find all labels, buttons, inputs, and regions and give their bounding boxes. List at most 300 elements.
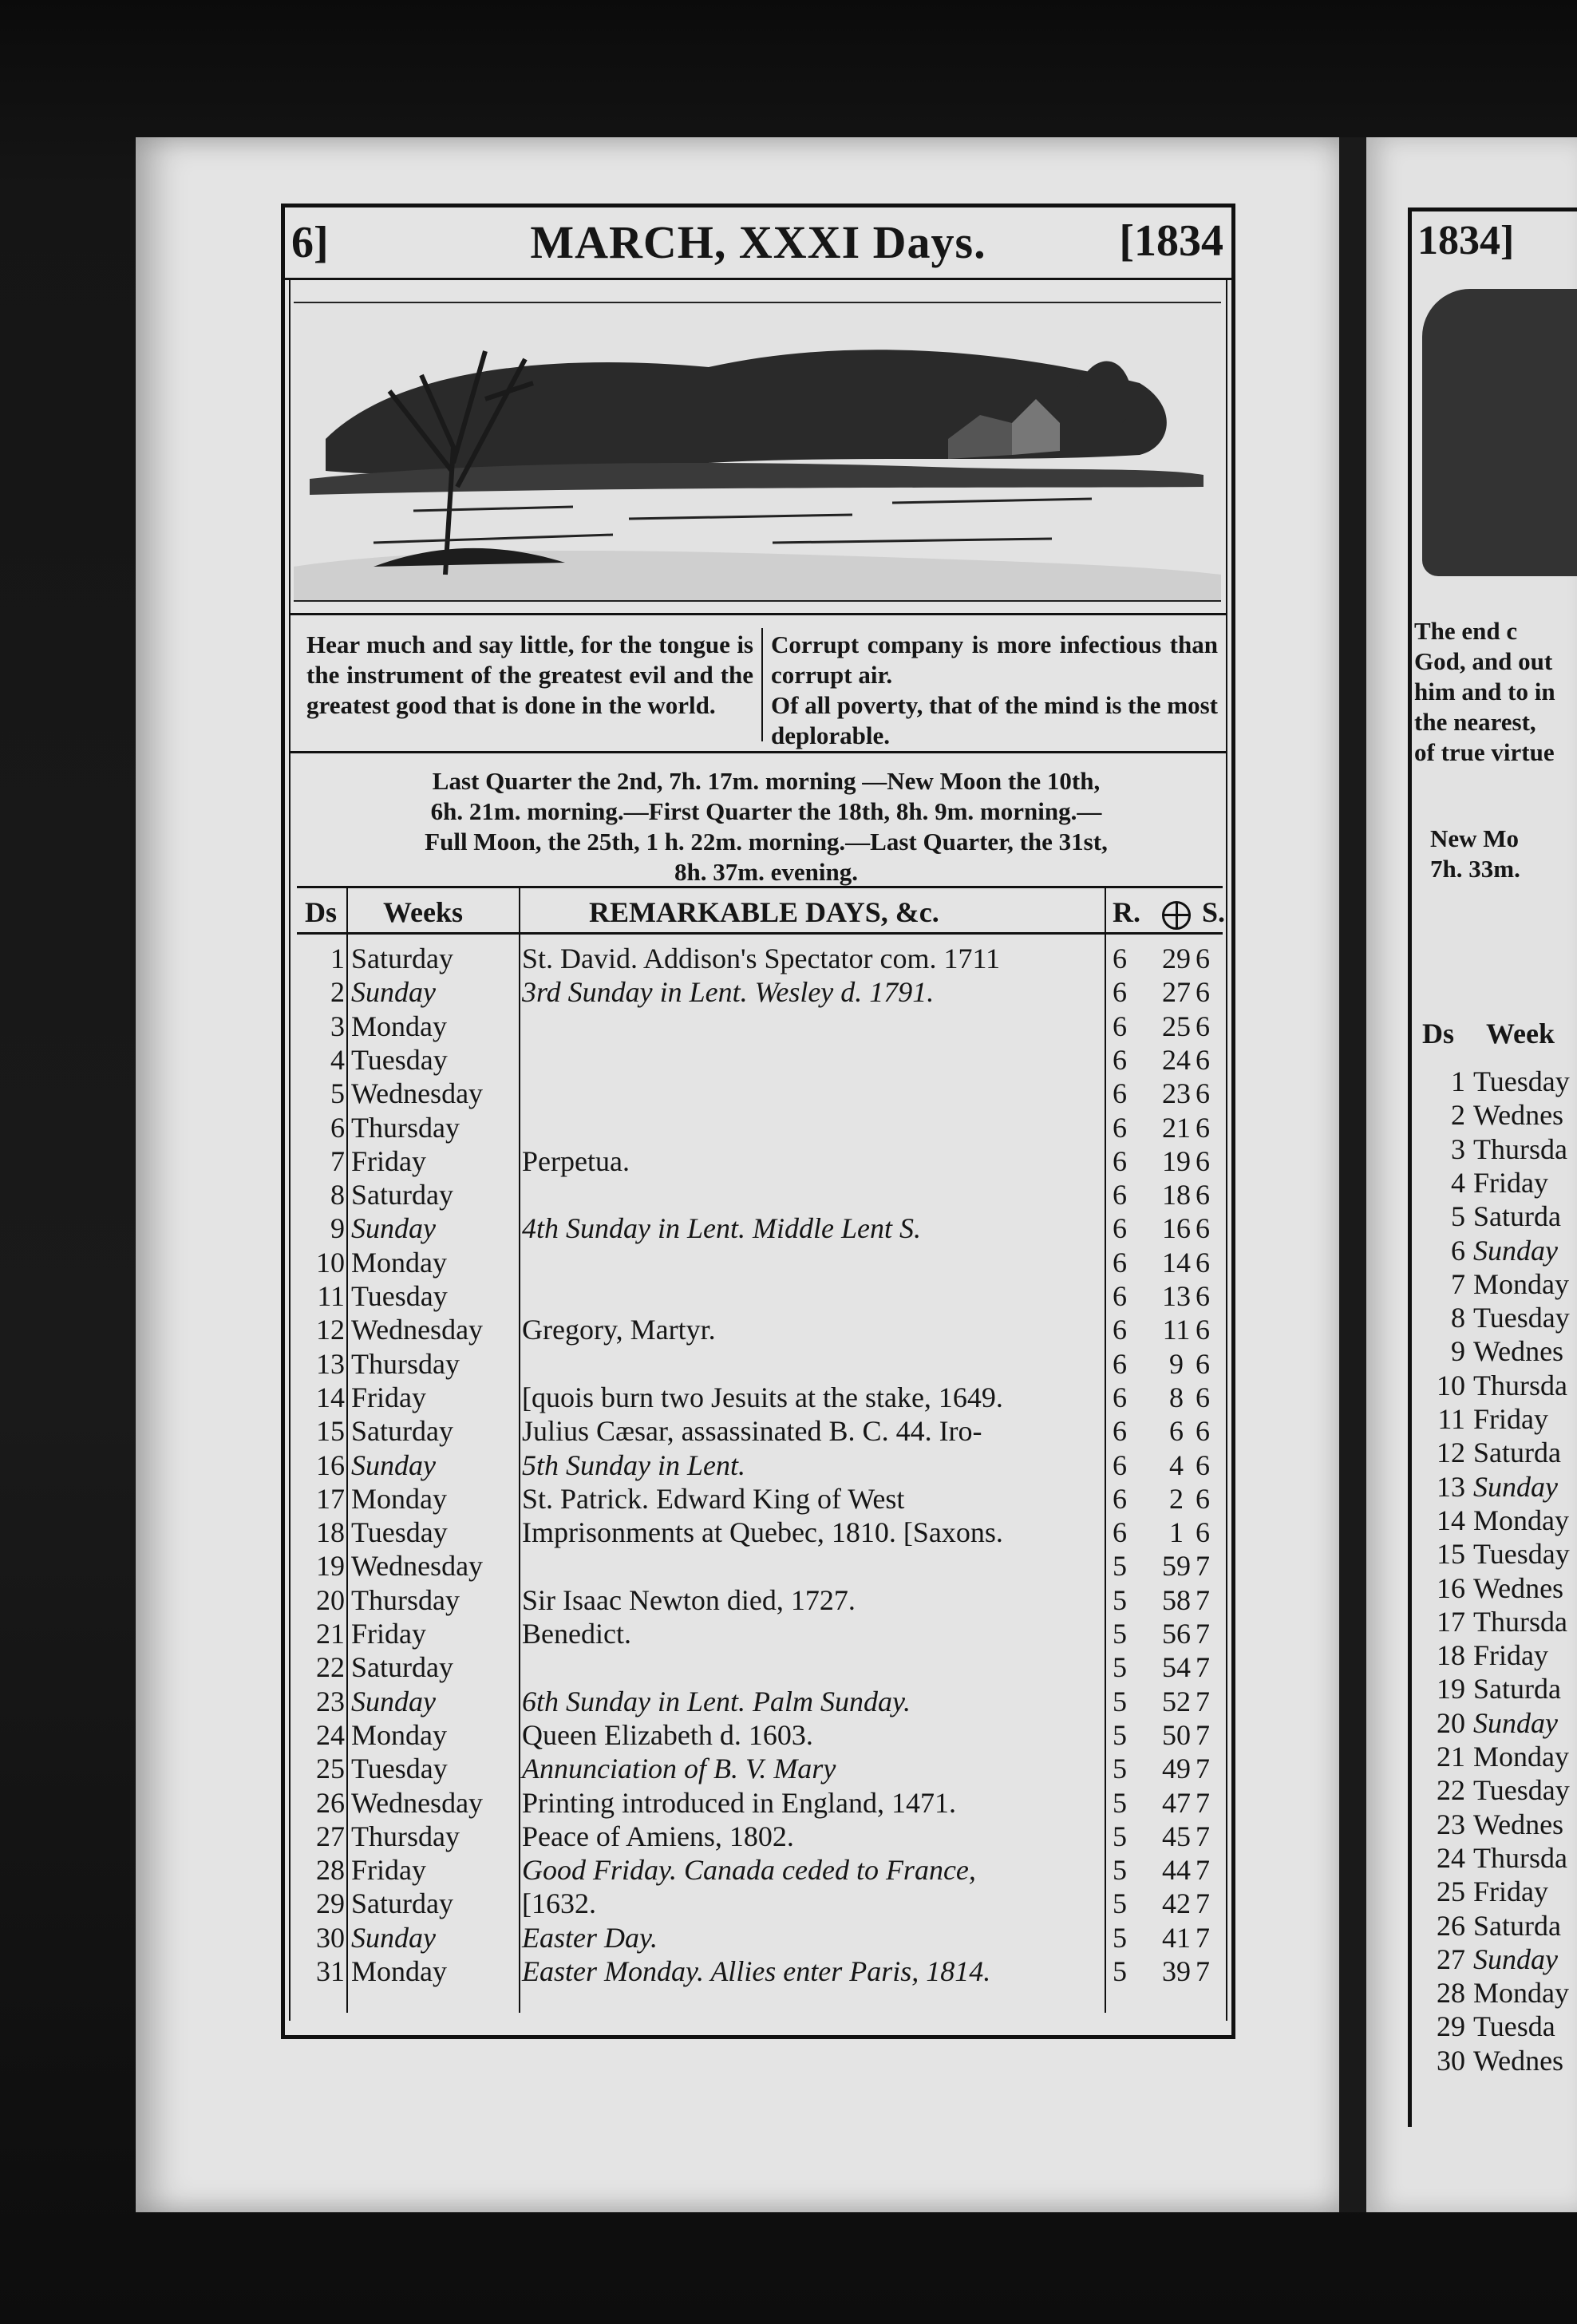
sun-rise-hour: 5 bbox=[1113, 1651, 1127, 1684]
next-page-maxim-line: God, and out bbox=[1414, 647, 1553, 675]
day-number: 29 bbox=[316, 1887, 345, 1920]
sun-set-hour: 7 bbox=[1196, 1685, 1210, 1717]
next-page-day-number: 2 bbox=[1451, 1099, 1465, 1132]
next-page-day-number: 18 bbox=[1437, 1639, 1465, 1672]
remarkable-day: Annunciation of B. V. Mary bbox=[522, 1753, 836, 1785]
remarkable-day: Julius Cæsar, assassinated B. C. 44. Iro- bbox=[522, 1415, 982, 1448]
next-page-moon-phases bbox=[1430, 824, 1520, 884]
sun-set-hour: 6 bbox=[1196, 976, 1210, 1009]
day-number: 26 bbox=[316, 1786, 345, 1819]
next-page-fragment bbox=[1366, 137, 1577, 2212]
sun-header bbox=[1162, 895, 1191, 930]
sun-minutes: 4 bbox=[1169, 1449, 1184, 1481]
sun-rise-hour: 5 bbox=[1113, 1753, 1127, 1785]
sun-rise-hour: 5 bbox=[1113, 1550, 1127, 1583]
next-page-row bbox=[1416, 1267, 1569, 1301]
day-number: 21 bbox=[316, 1618, 345, 1650]
sun-rise-hour: 5 bbox=[1113, 1955, 1127, 1987]
next-page-weekday: Thursda bbox=[1473, 1841, 1567, 1874]
remarkable-day: Queen Elizabeth d. 1603. bbox=[522, 1718, 813, 1751]
weekday: Thursday bbox=[351, 1583, 460, 1616]
weekday: Saturday bbox=[351, 1415, 453, 1448]
table-row bbox=[297, 1279, 1223, 1313]
table-row bbox=[297, 1077, 1223, 1110]
next-page-day-number: 25 bbox=[1437, 1875, 1465, 1908]
next-page-weekday: Wednes bbox=[1473, 1099, 1564, 1132]
weekday: Saturday bbox=[351, 1651, 453, 1684]
sun-minutes: 27 bbox=[1162, 976, 1191, 1009]
weekday: Tuesday bbox=[351, 1753, 448, 1785]
table-row bbox=[297, 1449, 1223, 1482]
moon-phases bbox=[319, 766, 1213, 886]
next-page-moon-line: 7h. 33m. bbox=[1430, 855, 1520, 883]
next-page-row bbox=[1416, 1334, 1563, 1368]
next-page-weekday: Saturda bbox=[1473, 1909, 1561, 1942]
sun-minutes: 44 bbox=[1162, 1854, 1191, 1887]
day-number: 14 bbox=[316, 1381, 345, 1413]
day-number: 2 bbox=[330, 976, 345, 1009]
table-row bbox=[297, 1921, 1223, 1954]
next-page-day-number: 6 bbox=[1451, 1234, 1465, 1267]
day-number: 19 bbox=[316, 1550, 345, 1583]
next-page-row bbox=[1416, 1369, 1567, 1402]
table-row bbox=[297, 1313, 1223, 1346]
table-row bbox=[297, 1516, 1223, 1549]
day-number: 27 bbox=[316, 1820, 345, 1852]
sun-rise-hour: 6 bbox=[1113, 1111, 1127, 1144]
next-page-day-number: 1 bbox=[1451, 1065, 1465, 1097]
next-page-row bbox=[1416, 1234, 1558, 1267]
next-page-weekday: Saturda bbox=[1473, 1673, 1561, 1705]
page-title: MARCH, XXXI Days. bbox=[530, 216, 986, 268]
moon-phase-line: 8h. 37m. evening. bbox=[674, 858, 858, 886]
next-page-weekday: Saturda bbox=[1473, 1437, 1561, 1469]
remarkable-days-header: REMARKABLE DAYS, &c. bbox=[589, 896, 939, 928]
next-page-row bbox=[1416, 1740, 1569, 1773]
next-page-day-number: 17 bbox=[1437, 1605, 1465, 1638]
sun-minutes: 18 bbox=[1162, 1179, 1191, 1211]
next-page-day-number: 30 bbox=[1437, 2044, 1465, 2077]
table-row bbox=[297, 1685, 1223, 1718]
sun-minutes: 16 bbox=[1162, 1212, 1191, 1245]
sun-rise-hour: 6 bbox=[1113, 976, 1127, 1009]
table-row bbox=[297, 1954, 1223, 1988]
weekday: Thursday bbox=[351, 1111, 460, 1144]
sun-minutes: 47 bbox=[1162, 1786, 1191, 1819]
day-number: 24 bbox=[316, 1718, 345, 1751]
sun-set-hour: 6 bbox=[1196, 1010, 1210, 1042]
sun-minutes: 21 bbox=[1162, 1111, 1191, 1144]
day-number: 13 bbox=[316, 1347, 345, 1380]
next-page-row bbox=[1416, 1301, 1570, 1334]
next-page-row bbox=[1416, 1808, 1563, 1841]
sun-set-hour: 6 bbox=[1196, 943, 1210, 974]
sun-set-hour: 7 bbox=[1196, 1618, 1210, 1650]
sun-symbol-icon bbox=[1162, 901, 1191, 930]
sun-minutes: 13 bbox=[1162, 1280, 1191, 1312]
sun-rise-hour: 6 bbox=[1113, 1347, 1127, 1380]
day-number: 23 bbox=[316, 1685, 345, 1717]
sun-minutes: 50 bbox=[1162, 1718, 1191, 1751]
next-page-maxim-line: the nearest, bbox=[1414, 708, 1536, 736]
sun-set-hour: 7 bbox=[1196, 1651, 1210, 1684]
next-page-row bbox=[1416, 1402, 1548, 1436]
next-page-row bbox=[1416, 1098, 1563, 1132]
next-page-maxim bbox=[1414, 616, 1555, 768]
next-page-weekday: Monday bbox=[1473, 1504, 1569, 1536]
remarkable-day: 4th Sunday in Lent. Middle Lent S. bbox=[522, 1212, 921, 1245]
moon-phase-line: Full Moon, the 25th, 1 h. 22m. morning.—Last Quarter, the 31st, bbox=[425, 828, 1108, 856]
table-row bbox=[297, 1650, 1223, 1684]
table-row bbox=[297, 1583, 1223, 1617]
weekday: Monday bbox=[351, 1718, 447, 1751]
next-page-weekday: Friday bbox=[1473, 1639, 1548, 1672]
weekday: Monday bbox=[351, 1010, 447, 1042]
set-header: S. bbox=[1202, 896, 1226, 928]
remarkable-day: Sir Isaac Newton died, 1727. bbox=[522, 1583, 856, 1616]
next-page-maxim-line: him and to in bbox=[1414, 678, 1555, 706]
sun-rise-hour: 6 bbox=[1113, 1179, 1127, 1211]
sun-minutes: 9 bbox=[1169, 1347, 1184, 1380]
day-number: 25 bbox=[316, 1753, 345, 1785]
remarkable-day: Good Friday. Canada ceded to France, bbox=[522, 1854, 976, 1887]
next-page-row bbox=[1416, 2010, 1555, 2043]
next-page-weekday: Monday bbox=[1473, 1741, 1569, 1773]
weekday: Wednesday bbox=[351, 1077, 484, 1110]
sun-set-hour: 7 bbox=[1196, 1583, 1210, 1616]
weekday: Friday bbox=[351, 1144, 426, 1177]
sun-set-hour: 7 bbox=[1196, 1786, 1210, 1819]
sun-rise-hour: 6 bbox=[1113, 1212, 1127, 1245]
table-row bbox=[297, 1549, 1223, 1583]
sun-rise-hour: 6 bbox=[1113, 1482, 1127, 1515]
sun-rise-hour: 5 bbox=[1113, 1685, 1127, 1717]
table-row bbox=[297, 1617, 1223, 1650]
day-number: 5 bbox=[330, 1077, 345, 1110]
remarkable-day: [quois burn two Jesuits at the stake, 1649. bbox=[522, 1381, 1003, 1413]
next-page-weekday: Monday bbox=[1473, 1977, 1569, 2010]
next-page-row bbox=[1416, 1875, 1548, 1908]
day-number: 16 bbox=[316, 1449, 345, 1481]
days-header: Ds bbox=[305, 896, 338, 928]
next-page-row bbox=[1416, 1132, 1567, 1166]
sun-rise-hour: 5 bbox=[1113, 1718, 1127, 1751]
sun-rise-hour: 6 bbox=[1113, 1246, 1127, 1279]
sun-set-hour: 7 bbox=[1196, 1955, 1210, 1987]
next-page-day-number: 27 bbox=[1437, 1943, 1465, 1975]
sun-set-hour: 6 bbox=[1196, 1280, 1210, 1312]
remarkable-day: Benedict. bbox=[522, 1618, 631, 1650]
next-page-day-number: 20 bbox=[1437, 1706, 1465, 1739]
next-page-weekday: Sunday bbox=[1473, 1706, 1558, 1739]
next-page-year: 1834] bbox=[1417, 218, 1515, 263]
next-page-day-number: 10 bbox=[1437, 1369, 1465, 1401]
day-number: 18 bbox=[316, 1516, 345, 1549]
sun-set-hour: 6 bbox=[1196, 1449, 1210, 1481]
weekday: Friday bbox=[351, 1854, 426, 1887]
next-page-day-number: 22 bbox=[1437, 1774, 1465, 1807]
next-page-row bbox=[1416, 1909, 1561, 1943]
sun-minutes: 56 bbox=[1162, 1618, 1191, 1650]
next-page-day-number: 16 bbox=[1437, 1571, 1465, 1604]
next-page-weekday: Tuesday bbox=[1473, 1065, 1570, 1097]
sun-set-hour: 7 bbox=[1196, 1820, 1210, 1852]
sun-rise-hour: 6 bbox=[1113, 1415, 1127, 1448]
table-row bbox=[297, 1887, 1223, 1920]
next-page-row bbox=[1416, 1571, 1563, 1605]
remarkable-day: Imprisonments at Quebec, 1810. [Saxons. bbox=[522, 1516, 1003, 1549]
next-page-row bbox=[1416, 1976, 1569, 2010]
day-number: 3 bbox=[330, 1010, 345, 1042]
next-page-weekday: Tuesday bbox=[1473, 1774, 1570, 1807]
next-page-day-number: 29 bbox=[1437, 2010, 1465, 2043]
table-row bbox=[297, 1786, 1223, 1820]
day-number: 28 bbox=[316, 1854, 345, 1887]
sun-rise-hour: 6 bbox=[1113, 1280, 1127, 1312]
day-number: 8 bbox=[330, 1179, 345, 1211]
remarkable-day: [1632. bbox=[522, 1887, 596, 1920]
weekday: Tuesday bbox=[351, 1516, 448, 1549]
sun-minutes: 42 bbox=[1162, 1887, 1191, 1920]
next-page-row bbox=[1416, 2044, 1563, 2077]
sun-rise-hour: 6 bbox=[1113, 1144, 1127, 1177]
sun-minutes: 54 bbox=[1162, 1651, 1191, 1684]
next-page-weekday: Wednes bbox=[1473, 1808, 1564, 1840]
weekday: Monday bbox=[351, 1246, 447, 1279]
sun-rise-hour: 6 bbox=[1113, 943, 1127, 974]
next-page-day-number: 15 bbox=[1437, 1538, 1465, 1571]
sun-rise-hour: 5 bbox=[1113, 1618, 1127, 1650]
maxim-right bbox=[771, 630, 1218, 751]
maxim-left: Hear much and say little, for the tongue is the instrument of the greatest evil and the greatest good that is done in the world. bbox=[306, 630, 753, 719]
weekday: Saturday bbox=[351, 1179, 453, 1211]
sun-rise-hour: 6 bbox=[1113, 1010, 1127, 1042]
next-page-row bbox=[1416, 1706, 1558, 1740]
remarkable-day: St. David. Addison's Spectator com. 1711 bbox=[522, 943, 1001, 974]
sun-set-hour: 6 bbox=[1196, 1415, 1210, 1448]
sun-set-hour: 7 bbox=[1196, 1887, 1210, 1920]
sun-rise-hour: 6 bbox=[1113, 1077, 1127, 1110]
next-page-maxim-line: The end c bbox=[1414, 617, 1518, 645]
next-page-day-number: 8 bbox=[1451, 1302, 1465, 1334]
next-page-weekday: Sunday bbox=[1473, 1470, 1558, 1503]
sun-rise-hour: 6 bbox=[1113, 1516, 1127, 1549]
table-row bbox=[297, 942, 1223, 975]
page-number: 6] bbox=[291, 218, 329, 267]
weekday: Tuesday bbox=[351, 1043, 448, 1076]
table-row bbox=[297, 1246, 1223, 1279]
table-row bbox=[297, 1111, 1223, 1144]
sun-set-hour: 7 bbox=[1196, 1550, 1210, 1583]
sun-rise-hour: 6 bbox=[1113, 1314, 1127, 1346]
sun-set-hour: 6 bbox=[1196, 1246, 1210, 1279]
sun-set-hour: 6 bbox=[1196, 1381, 1210, 1413]
sun-set-hour: 6 bbox=[1196, 1179, 1210, 1211]
sun-minutes: 19 bbox=[1162, 1144, 1191, 1177]
next-page-weekday: Wednes bbox=[1473, 1571, 1564, 1604]
table-row bbox=[297, 1752, 1223, 1785]
day-number: 6 bbox=[330, 1111, 345, 1144]
remarkable-day: Printing introduced in England, 1471. bbox=[522, 1786, 956, 1819]
rise-header: R. bbox=[1113, 896, 1140, 928]
sun-set-hour: 6 bbox=[1196, 1043, 1210, 1076]
next-page-row bbox=[1416, 1638, 1548, 1672]
day-number: 4 bbox=[330, 1043, 345, 1076]
sun-set-hour: 6 bbox=[1196, 1482, 1210, 1515]
day-number: 30 bbox=[316, 1921, 345, 1954]
sun-set-hour: 6 bbox=[1196, 1516, 1210, 1549]
weekday: Sunday bbox=[351, 1685, 436, 1717]
next-page-days-header: Ds bbox=[1422, 1018, 1455, 1049]
weekday: Sunday bbox=[351, 1212, 436, 1245]
table-row bbox=[297, 1043, 1223, 1077]
day-number: 22 bbox=[316, 1651, 345, 1684]
table-row bbox=[297, 1010, 1223, 1043]
page-header bbox=[285, 209, 1231, 280]
sun-minutes: 6 bbox=[1169, 1415, 1184, 1448]
weekday: Sunday bbox=[351, 976, 436, 1009]
sun-set-hour: 7 bbox=[1196, 1718, 1210, 1751]
weekday: Wednesday bbox=[351, 1314, 484, 1346]
sun-minutes: 45 bbox=[1162, 1820, 1191, 1852]
table-row bbox=[297, 1820, 1223, 1853]
remarkable-day: 5th Sunday in Lent. bbox=[522, 1449, 745, 1481]
next-page-engraving bbox=[1422, 289, 1577, 576]
weekday: Sunday bbox=[351, 1921, 436, 1954]
next-page-day-number: 28 bbox=[1437, 1977, 1465, 2010]
day-number: 9 bbox=[330, 1212, 345, 1245]
next-page-maxim-line: of true virtue bbox=[1414, 738, 1555, 766]
next-page-day-number: 9 bbox=[1451, 1335, 1465, 1368]
sun-set-hour: 6 bbox=[1196, 1111, 1210, 1144]
winter-landscape-engraving bbox=[294, 302, 1221, 602]
next-page-weekday: Thursda bbox=[1473, 1132, 1567, 1165]
maxim-divider bbox=[761, 628, 763, 741]
maxim-right-1: Corrupt company is more infectious than corrupt air. bbox=[771, 630, 1218, 689]
weekday: Friday bbox=[351, 1381, 426, 1413]
weekday: Wednesday bbox=[351, 1550, 484, 1583]
remarkable-day: Easter Monday. Allies enter Paris, 1814. bbox=[522, 1955, 991, 1987]
sun-minutes: 1 bbox=[1169, 1516, 1184, 1549]
next-page-day-number: 23 bbox=[1437, 1808, 1465, 1840]
sun-rise-hour: 5 bbox=[1113, 1921, 1127, 1954]
sun-minutes: 8 bbox=[1169, 1381, 1184, 1413]
next-page-row bbox=[1416, 1605, 1567, 1638]
sun-minutes: 49 bbox=[1162, 1753, 1191, 1785]
next-page-day-number: 21 bbox=[1437, 1741, 1465, 1773]
sun-rise-hour: 5 bbox=[1113, 1854, 1127, 1887]
next-page-day-number: 13 bbox=[1437, 1470, 1465, 1503]
weekday: Thursday bbox=[351, 1820, 460, 1852]
next-page-row bbox=[1416, 1537, 1570, 1571]
table-row bbox=[297, 1414, 1223, 1448]
weekday: Saturday bbox=[351, 943, 453, 974]
maxim-right-2: Of all poverty, that of the mind is the most deplorable. bbox=[771, 691, 1218, 749]
remarkable-day: Gregory, Martyr. bbox=[522, 1314, 716, 1346]
next-page-weekday: Saturda bbox=[1473, 1200, 1561, 1233]
next-page-day-number: 5 bbox=[1451, 1200, 1465, 1233]
weekday: Saturday bbox=[351, 1887, 453, 1920]
next-page-weekday: Thursda bbox=[1473, 1369, 1567, 1401]
next-page-weekday: Tuesday bbox=[1473, 1302, 1570, 1334]
table-row bbox=[297, 1178, 1223, 1211]
weeks-header: Weeks bbox=[383, 896, 464, 928]
next-page-row bbox=[1416, 1166, 1548, 1200]
day-number: 7 bbox=[330, 1144, 345, 1177]
weekday: Monday bbox=[351, 1955, 447, 1987]
remarkable-day: 6th Sunday in Lent. Palm Sunday. bbox=[522, 1685, 911, 1717]
weekday: Friday bbox=[351, 1618, 426, 1650]
sun-set-hour: 7 bbox=[1196, 1854, 1210, 1887]
sun-minutes: 58 bbox=[1162, 1583, 1191, 1616]
sun-minutes: 52 bbox=[1162, 1685, 1191, 1717]
next-page-row bbox=[1416, 1943, 1558, 1976]
next-page-weekday: Sunday bbox=[1473, 1234, 1558, 1267]
remarkable-day: Perpetua. bbox=[522, 1144, 630, 1177]
sun-minutes: 11 bbox=[1162, 1314, 1191, 1346]
sun-rise-hour: 6 bbox=[1113, 1381, 1127, 1413]
sun-rise-hour: 6 bbox=[1113, 1449, 1127, 1481]
day-number: 11 bbox=[317, 1280, 345, 1312]
next-page-weekday: Wednes bbox=[1473, 1335, 1564, 1368]
weekday: Wednesday bbox=[351, 1786, 484, 1819]
sun-set-hour: 6 bbox=[1196, 1144, 1210, 1177]
next-page-row bbox=[1416, 1470, 1558, 1504]
table-row bbox=[297, 975, 1223, 1009]
next-page-day-number: 7 bbox=[1451, 1267, 1465, 1300]
table-row bbox=[297, 1144, 1223, 1178]
sun-minutes: 23 bbox=[1162, 1077, 1191, 1110]
sun-minutes: 24 bbox=[1162, 1043, 1191, 1076]
next-page-weekday: Tuesday bbox=[1473, 1538, 1570, 1571]
day-number: 31 bbox=[316, 1955, 345, 1987]
next-page-row bbox=[1416, 1065, 1570, 1098]
next-page-weekday: Wednes bbox=[1473, 2044, 1564, 2077]
table-row bbox=[297, 1718, 1223, 1752]
table-row bbox=[297, 1381, 1223, 1414]
next-page-weekday: Tuesda bbox=[1473, 2010, 1555, 2043]
sun-set-hour: 6 bbox=[1196, 1212, 1210, 1245]
weekday: Sunday bbox=[351, 1449, 436, 1481]
day-number: 17 bbox=[316, 1482, 345, 1515]
remarkable-day: Easter Day. bbox=[522, 1921, 658, 1954]
sun-minutes: 41 bbox=[1162, 1921, 1191, 1954]
sun-set-hour: 6 bbox=[1196, 1077, 1210, 1110]
next-page-day-number: 3 bbox=[1451, 1132, 1465, 1165]
remarkable-day: 3rd Sunday in Lent. Wesley d. 1791. bbox=[522, 976, 935, 1009]
next-page-row bbox=[1416, 1773, 1570, 1807]
next-page-weekday: Sunday bbox=[1473, 1943, 1558, 1975]
next-page-row bbox=[1416, 1672, 1561, 1705]
sun-set-hour: 7 bbox=[1196, 1921, 1210, 1954]
next-page-weekday: Friday bbox=[1473, 1166, 1548, 1199]
sun-rise-hour: 5 bbox=[1113, 1786, 1127, 1819]
next-page-day-number: 14 bbox=[1437, 1504, 1465, 1536]
next-page-row bbox=[1416, 1200, 1561, 1233]
next-page-day-number: 12 bbox=[1437, 1437, 1465, 1469]
day-number: 12 bbox=[316, 1314, 345, 1346]
sun-set-hour: 7 bbox=[1196, 1753, 1210, 1785]
sun-minutes: 29 bbox=[1162, 943, 1191, 974]
day-number: 15 bbox=[316, 1415, 345, 1448]
next-page-day-number: 24 bbox=[1437, 1841, 1465, 1874]
sun-minutes: 2 bbox=[1169, 1482, 1184, 1515]
book-gutter bbox=[1339, 137, 1366, 2212]
day-number: 1 bbox=[330, 943, 345, 974]
moon-phase-line: 6h. 21m. morning.—First Quarter the 18th, 8h. 9m. morning.— bbox=[430, 797, 1102, 825]
next-page-day-number: 19 bbox=[1437, 1673, 1465, 1705]
weekday: Tuesday bbox=[351, 1280, 448, 1312]
